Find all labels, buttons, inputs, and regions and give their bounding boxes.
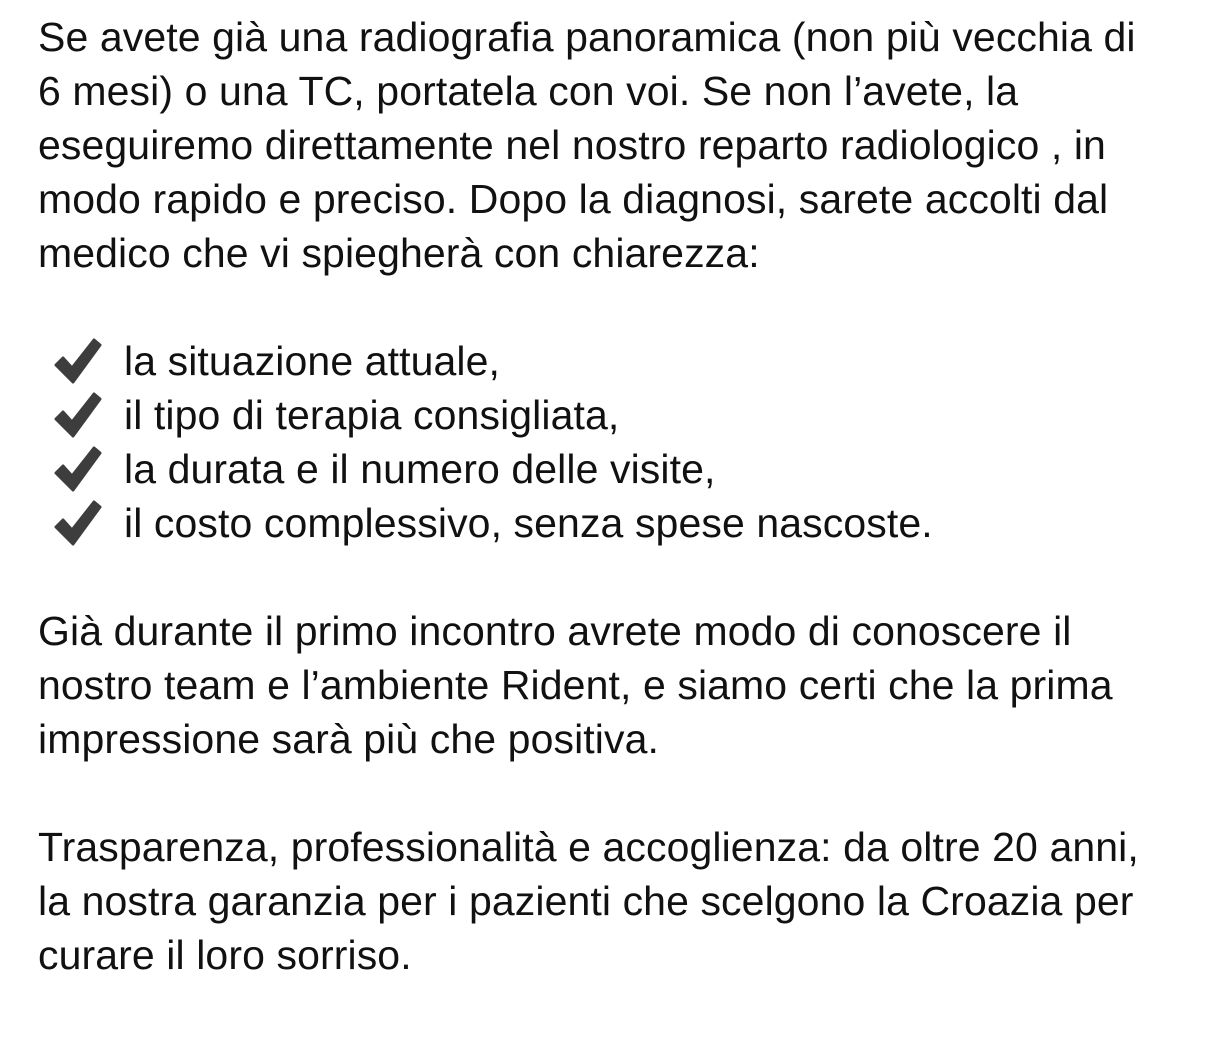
checkmark-icon — [52, 445, 104, 493]
list-item-label: la durata e il numero delle visite, — [124, 446, 716, 492]
intro-paragraph: Se avete già una radiografia panoramica (non più vecchia di 6 mesi) o una TC, portatela con voi. Se non l’avete, la eseguiremo direttamente nel nostro reparto radiologico , in modo rapido e preciso. Dopo la diagnosi, sarete accolti dal medico che vi spiegherà con chiarezza: — [38, 14, 1136, 276]
first-meeting-paragraph: Già durante il primo incontro avrete modo di conoscere il nostro team e l’ambiente Rident, e siamo certi che la prima impressione sarà più che positiva. — [38, 608, 1113, 762]
checkmark-icon — [52, 499, 104, 547]
paragraph-spacer — [38, 280, 1182, 334]
paragraph-spacer — [38, 550, 1182, 604]
paragraph-spacer — [38, 766, 1182, 820]
checkmark-icon — [52, 337, 104, 385]
list-item-label: il tipo di terapia consigliata, — [124, 392, 620, 438]
closing-paragraph: Trasparenza, professionalità e accoglienza: da oltre 20 anni, la nostra garanzia per i pazienti che scelgono la Croazia per curare il loro sorriso. — [38, 824, 1139, 978]
checkmark-icon — [52, 391, 104, 439]
list-item — [38, 496, 1182, 550]
checklist — [38, 334, 1182, 550]
list-item — [38, 442, 1182, 496]
list-item — [38, 334, 1182, 388]
list-item-label: il costo complessivo, senza spese nascoste. — [124, 500, 933, 546]
list-item — [38, 388, 1182, 442]
list-item-label: la situazione attuale, — [124, 338, 501, 384]
